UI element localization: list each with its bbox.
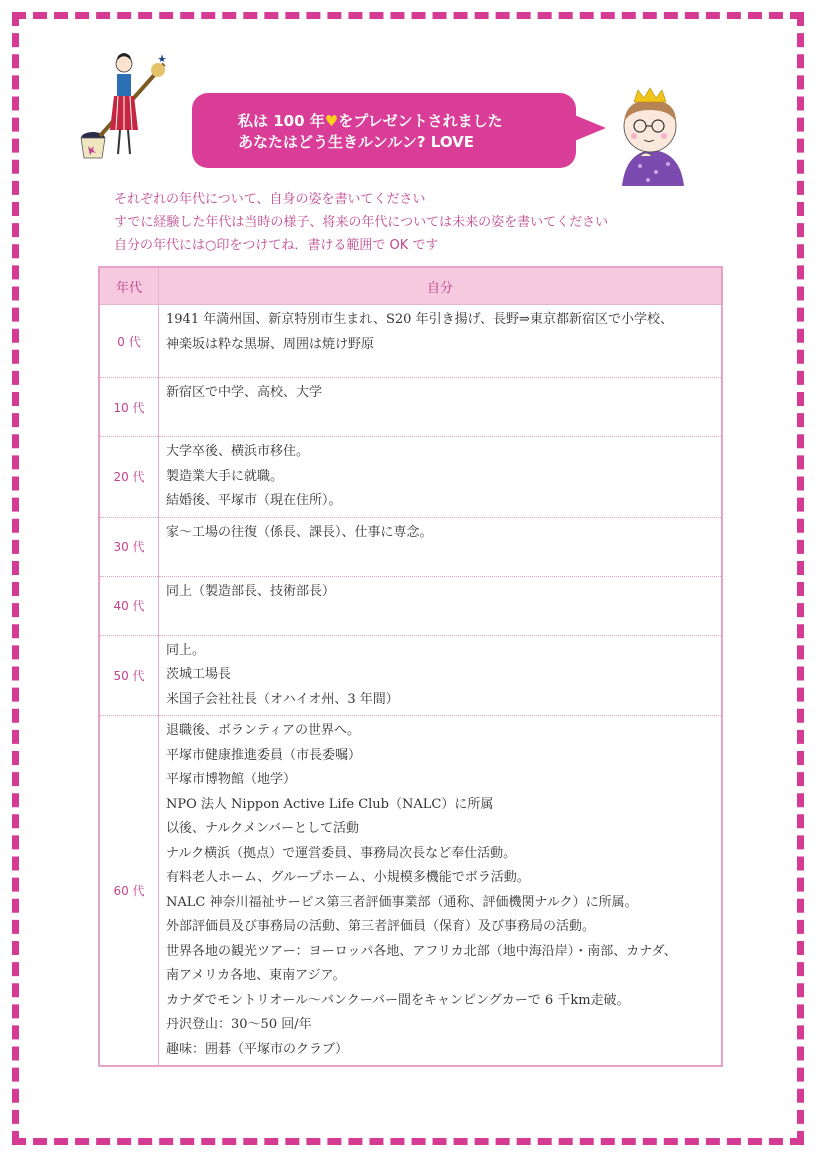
- decade-cell: 30 代: [99, 517, 159, 576]
- table-row: [99, 576, 722, 635]
- content-line: 世界各地の観光ツアー：ヨーロッパ各地、アフリカ北部（地中海沿岸）・南部、カナダ、: [166, 943, 677, 959]
- bubble-line-1-pre: 私は 100 年: [238, 112, 325, 130]
- content-line: NPO 法人 Nippon Active Life Club（NALC）に所属: [166, 796, 494, 812]
- content-line: 神楽坂は粋な黒塀、周囲は焼け野原: [166, 336, 375, 352]
- content-line: NALC 神奈川福祉サービス第三者評価事業部（通称、評価機関ナルク）に所属。: [166, 894, 638, 910]
- header-self: 自分: [159, 267, 723, 305]
- decade-cell: 40 代: [99, 576, 159, 635]
- content-line: 趣味：囲碁（平塚市のクラブ）: [166, 1041, 349, 1057]
- content-line: ナルク横浜（拠点）で運営委員、事務局次長など奉仕活動。: [166, 845, 517, 861]
- girl-with-wand-illustration: [78, 50, 170, 165]
- heart-icon: ♥: [324, 112, 339, 130]
- content-cell: [159, 576, 723, 635]
- content-line: 退職後、ボランティアの世界へ。: [166, 723, 360, 738]
- content-line: 茨城工場長: [166, 667, 232, 682]
- decade-cell: 0 代: [99, 305, 159, 378]
- decade-cell: 10 代: [99, 378, 159, 437]
- princess-with-glasses-illustration: [600, 86, 704, 190]
- content-cell: [159, 437, 723, 518]
- content-line: 製造業大手に就職。: [166, 468, 284, 484]
- instruction-line: それぞれの年代について、自身の姿を書いてください: [114, 192, 426, 207]
- content-cell: [159, 305, 723, 378]
- table-row: [99, 517, 722, 576]
- content-cell: [159, 716, 723, 1067]
- content-line: 米国子会社社長（オハイオ州、3 年間）: [166, 691, 399, 707]
- table-row: [99, 437, 722, 518]
- content-line: 家～工場の往復（係長、課長）、仕事に専念。: [166, 524, 433, 540]
- content-line: 南アメリカ各地、東南アジア。: [166, 968, 346, 983]
- content-cell: [159, 378, 723, 437]
- table-row: [99, 378, 722, 437]
- bubble-line-1: [238, 111, 578, 132]
- content-line: 同上（製造部長、技術部長）: [166, 583, 336, 599]
- content-line: 以後、ナルクメンバーとして活動: [166, 821, 360, 836]
- content-line: 1941 年満州国、新京特別市生まれ、S20 年引き揚げ、長野⇒東京都新宿区で小学校、: [166, 312, 673, 327]
- content-cell: [159, 635, 723, 716]
- decade-cell: 50 代: [99, 635, 159, 716]
- header-decade: 年代: [99, 267, 159, 305]
- content-line: 結婚後、平塚市（現在住所）。: [166, 493, 342, 508]
- table-row: [99, 635, 722, 716]
- instruction-line: 自分の年代には○印をつけてね．書ける範囲で OK です: [114, 238, 439, 253]
- content-line: 新宿区で中学、高校、大学: [166, 385, 323, 400]
- content-line: 大学卒後、横浜市移住。: [166, 444, 310, 459]
- bubble-line-1-post: をプレゼントされました: [338, 112, 503, 130]
- content-line: 丹沢登山：30～50 回/年: [166, 1017, 312, 1032]
- instructions: [114, 188, 608, 257]
- speech-bubble-text: [238, 111, 578, 153]
- content-line: 有料老人ホーム、グループホーム、小規模多機能でボラ活動。: [166, 870, 530, 885]
- life-timeline-table: [98, 266, 723, 1067]
- content-line: 外部評価員及び事務局の活動、第三者評価員（保育）及び事務局の活動。: [166, 919, 596, 934]
- content-line: 平塚市博物館（地学）: [166, 772, 297, 787]
- content-line: 平塚市健康推進委員（市長委嘱）: [166, 747, 362, 763]
- table-row: [99, 716, 722, 1067]
- decade-cell: 60 代: [99, 716, 159, 1067]
- table-header-row: [99, 267, 722, 305]
- content-line: 同上。: [166, 642, 206, 658]
- table-row: [99, 305, 722, 378]
- table-body: [99, 305, 722, 1067]
- content-line: カナダでモントリオール～バンクーバー間をキャンピングカーで 6 千km走破。: [166, 992, 630, 1008]
- bubble-line-2: あなたはどう生きルンルン? LOVE: [238, 133, 475, 151]
- decade-cell: 20 代: [99, 437, 159, 518]
- instruction-line: すでに経験した年代は当時の様子、将来の年代については未来の姿を書いてください: [114, 215, 609, 230]
- content-cell: [159, 517, 723, 576]
